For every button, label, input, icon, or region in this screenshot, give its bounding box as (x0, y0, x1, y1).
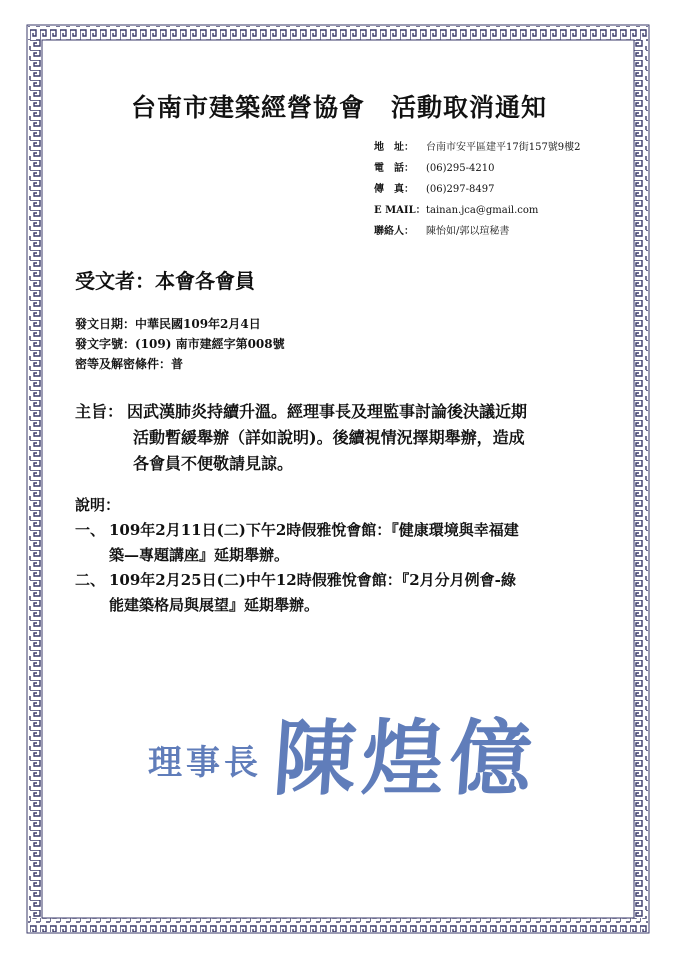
item-number: 二、 (75, 571, 106, 589)
contact-label: E MAIL： (374, 205, 426, 216)
subject-section (75, 399, 620, 477)
issue-number: 發文字號：(109) 南市建經字第008號 (75, 337, 285, 351)
document-title: 台南市建築經營協會 活動取消通知 (130, 93, 547, 122)
item-number: 一、 (75, 521, 106, 539)
contact-fax (374, 179, 581, 200)
explanation-label: 說明： (75, 496, 121, 514)
contact-address (374, 137, 581, 158)
explanation-item (75, 568, 620, 618)
chairman-signature-stamp (148, 711, 542, 807)
subject-line: 因武漢肺炎持續升溫。經理事長及理監事討論後決議近期 (127, 402, 528, 421)
contact-value: 台南市安平區建平17街157號9樓2 (426, 142, 581, 153)
signature-name: 陳煌億 (270, 711, 542, 807)
contact-email (374, 200, 581, 221)
contact-value: tainan.jca@gmail.com (426, 205, 539, 216)
contact-label: 聯絡人： (374, 226, 414, 237)
recipient: 受文者：本會各會員 (75, 269, 255, 293)
contact-value: (06)295-4210 (426, 163, 495, 174)
explanation-section (75, 493, 620, 618)
item-text: 築—專題講座』延期舉辦。 (109, 546, 290, 564)
signature-title: 理事長 (148, 743, 262, 783)
contact-label: 地 址： (374, 142, 414, 153)
subject-label: 主旨： (75, 402, 124, 421)
contact-block (374, 137, 581, 242)
contact-phone (374, 158, 581, 179)
contact-person (374, 221, 581, 242)
issue-date: 發文日期：中華民國109年2月4日 (75, 317, 261, 331)
subject-line: 各會員不便敬請見諒。 (133, 454, 294, 473)
contact-value: (06)297-8497 (426, 184, 495, 195)
item-text: 109年2月11日(二)下午2時假雅悅會館：『健康環境與幸福建 (109, 521, 519, 539)
item-text: 能建築格局與展望』延期舉辦。 (109, 596, 320, 614)
subject-line: 活動暫緩舉辦（詳如說明)。後續視情況擇期舉辦，造成 (133, 428, 525, 447)
contact-label: 傳 真： (374, 184, 414, 195)
item-text: 109年2月25日(二)中午12時假雅悅會館：『2月分月例會-綠 (109, 571, 516, 589)
document-meta (75, 314, 285, 374)
explanation-item (75, 518, 620, 568)
contact-label: 電 話： (374, 163, 414, 174)
contact-value: 陳怡如/郭以瑄秘書 (426, 226, 510, 237)
confidentiality: 密等及解密條件：普 (75, 357, 184, 371)
